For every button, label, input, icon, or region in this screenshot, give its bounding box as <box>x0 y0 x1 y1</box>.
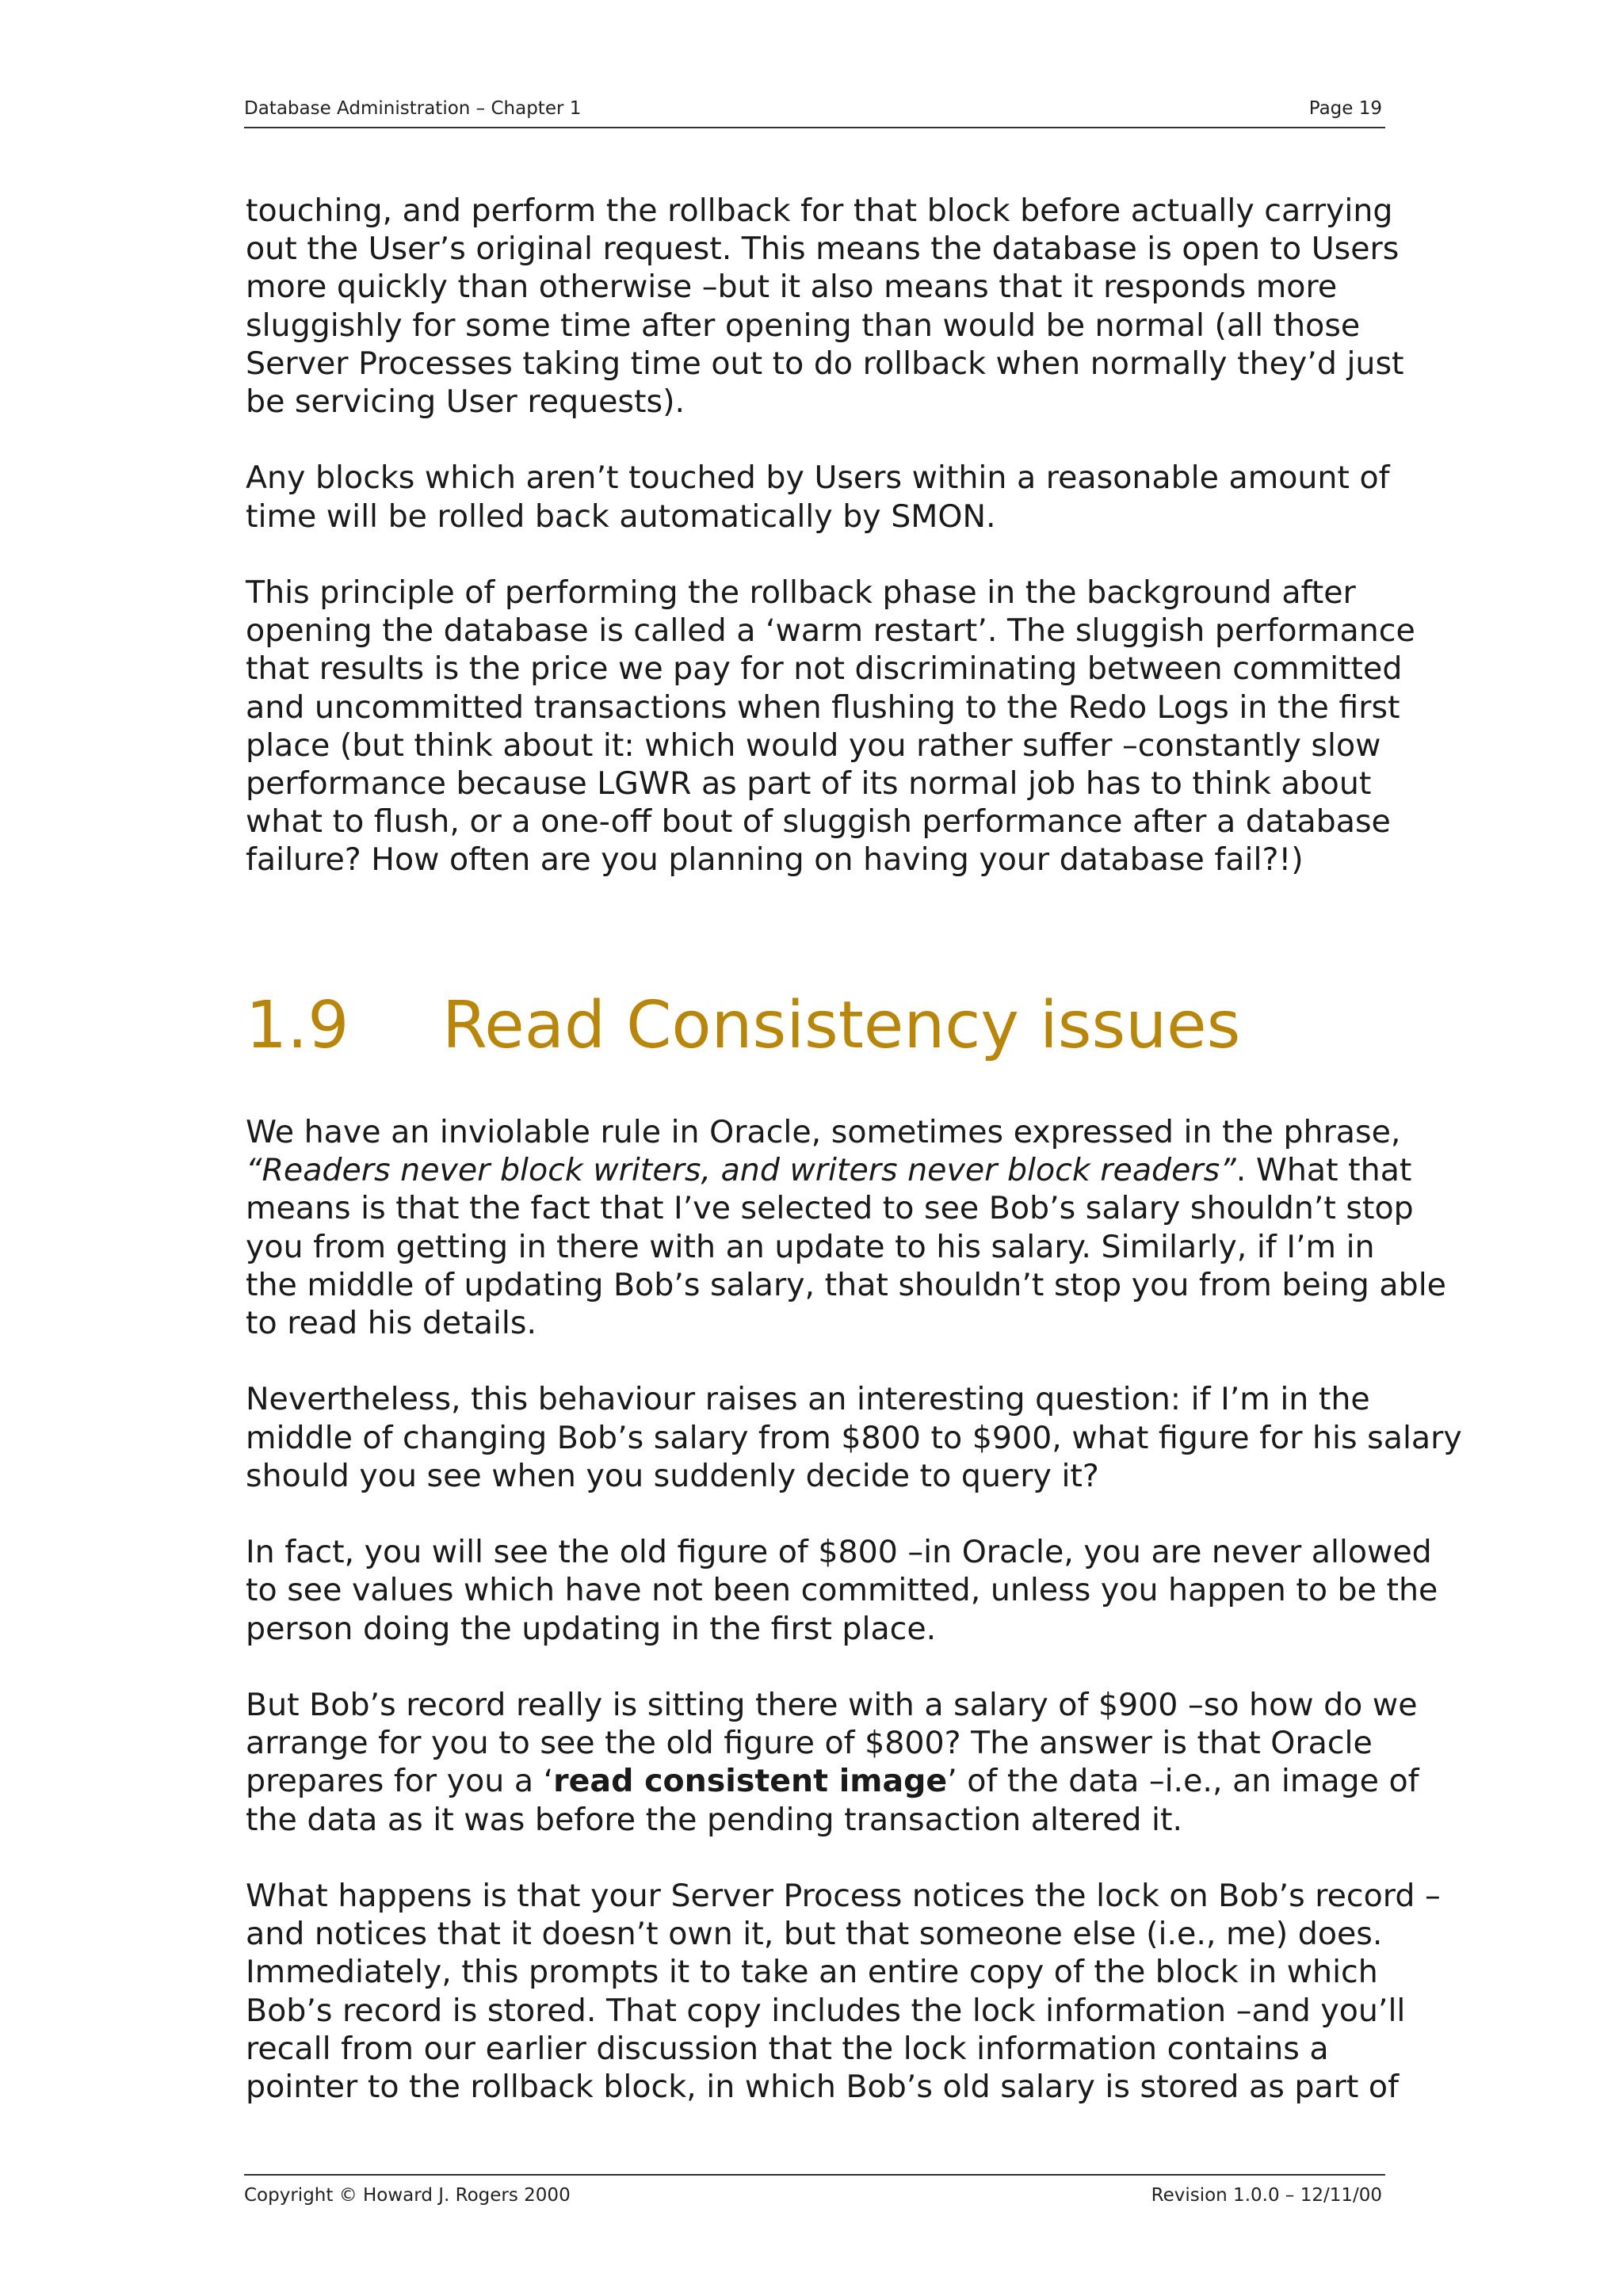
page-header <box>244 92 1385 128</box>
text-line: out the User’s original request. This means the database is open to Users <box>246 231 1400 268</box>
text-line: Immediately, this prompts it to take an entire copy of the block in which <box>246 1954 1378 1991</box>
quoted-phrase: “Readers never block writers, and writers never block readers” <box>246 1152 1236 1189</box>
paragraph <box>246 1686 1419 1839</box>
section-body <box>246 1113 1462 2106</box>
section-title: Read Consistency issues <box>442 988 1241 1063</box>
text-line: We have an inviolable rule in Oracle, sometimes expressed in the phrase, <box>246 1114 1401 1150</box>
text-line: that results is the price we pay for not discriminating between committed <box>246 650 1403 688</box>
text-line: Bob’s record is stored. That copy includes the lock information –and you’ll <box>246 1992 1406 2029</box>
text-line: sluggishly for some time after opening than would be normal (all those <box>246 307 1361 344</box>
text-line <box>246 1762 1419 1800</box>
text-line: But Bob’s record really is sitting there with a salary of $900 –so how do we <box>246 1687 1418 1723</box>
paragraph <box>246 192 1404 421</box>
paragraph <box>246 1380 1462 1495</box>
text-line: more quickly than otherwise –but it also means that it responds more <box>246 269 1338 306</box>
text-fragment: prepares for you a ‘ <box>246 1763 554 1800</box>
paragraph <box>246 1877 1441 2106</box>
text-line: to see values which have not been committed, unless you happen to be the <box>246 1572 1438 1609</box>
text-line: should you see when you suddenly decide to query it? <box>246 1457 1099 1494</box>
text-line: you from getting in there with an update to his salary. Similarly, if I’m in <box>246 1228 1375 1265</box>
text-line: means is that the fact that I’ve selected to see Bob’s salary shouldn’t stop <box>246 1190 1414 1227</box>
text-line: what to flush, or a one-off bout of sluggish performance after a database <box>246 803 1391 841</box>
page-footer <box>244 2174 1385 2210</box>
text-line: failure? How often are you planning on having your database fail?!) <box>246 841 1304 879</box>
text-line: and uncommitted transactions when flushing to the Redo Logs in the first <box>246 688 1400 726</box>
paragraph <box>246 1533 1438 1648</box>
bold-term: read consistent image <box>553 1763 948 1800</box>
text-line: performance because LGWR as part of its normal job has to think about <box>246 765 1372 803</box>
text-line: be servicing User requests). <box>246 383 685 421</box>
text-line: Any blocks which aren’t touched by Users within a reasonable amount of <box>246 460 1390 497</box>
text-line: the middle of updating Bob’s salary, that shouldn’t stop you from being able <box>246 1266 1446 1303</box>
text-line: and notices that it doesn’t own it, but that someone else (i.e., me) does. <box>246 1916 1383 1953</box>
text-line: touching, and perform the rollback for that block before actually carrying <box>246 193 1393 229</box>
text-line: pointer to the rollback block, in which Bob’s old salary is stored as part of <box>246 2069 1400 2106</box>
copyright-notice: Copyright © Howard J. Rogers 2000 <box>244 2185 571 2206</box>
paragraph <box>246 574 1415 879</box>
text-line: In fact, you will see the old figure of $800 –in Oracle, you are never allowed <box>246 1534 1432 1571</box>
text-line: Server Processes taking time out to do rollback when normally they’d just <box>246 345 1404 382</box>
paragraph <box>246 1113 1446 1342</box>
revision-info: Revision 1.0.0 – 12/11/00 <box>1151 2185 1382 2206</box>
section-heading <box>246 986 1240 1066</box>
section-continuation <box>246 192 1415 879</box>
text-line: person doing the updating in the first place. <box>246 1610 937 1647</box>
text-line: Nevertheless, this behaviour raises an interesting question: if I’m in the <box>246 1381 1370 1418</box>
text-line: recall from our earlier discussion that the lock information contains a <box>246 2030 1329 2067</box>
text-line: This principle of performing the rollback phase in the background after <box>246 574 1356 611</box>
header-title: Database Administration – Chapter 1 <box>244 98 582 119</box>
text-fragment: . What that <box>1235 1152 1412 1189</box>
text-line: time will be rolled back automatically by SMON. <box>246 498 996 535</box>
text-line: opening the database is called a ‘warm restart’. The sluggish performance <box>246 612 1415 650</box>
text-line: place (but think about it: which would you rather suffer –constantly slow <box>246 727 1381 764</box>
text-line: the data as it was before the pending transaction altered it. <box>246 1801 1183 1838</box>
text-fragment: ’ of the data –i.e., an image of <box>947 1763 1419 1800</box>
page-number: Page 19 <box>1308 98 1382 119</box>
text-line: What happens is that your Server Process notices the lock on Bob’s record – <box>246 1878 1441 1914</box>
text-line: arrange for you to see the old figure of $800? The answer is that Oracle <box>246 1725 1373 1762</box>
text-line: middle of changing Bob’s salary from $800 to $900, what figure for his salary <box>246 1419 1462 1456</box>
text-line <box>246 1151 1412 1189</box>
paragraph <box>246 459 1395 535</box>
text-line: to read his details. <box>246 1305 537 1342</box>
section-number: 1.9 <box>246 988 349 1063</box>
